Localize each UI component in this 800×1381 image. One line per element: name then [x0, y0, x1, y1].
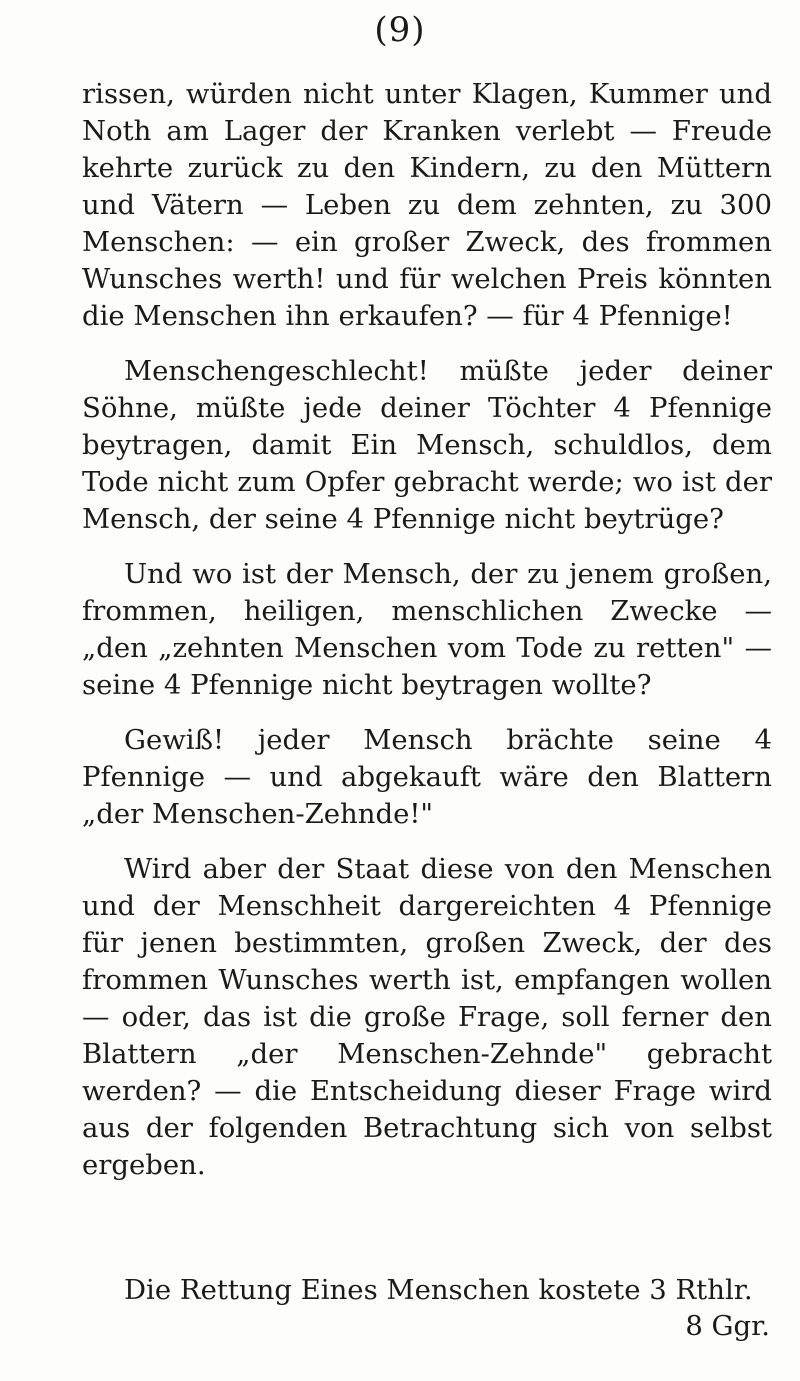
paragraph-4: Gewiß! jeder Mensch brächte seine 4 Pfennige — und abgekauft wäre den Blattern „der Menschen-Zehnde!"	[82, 724, 772, 830]
paragraph-2: Menschengeschlecht! müßte jeder deiner Söhne, müßte jede deiner Töchter 4 Pfennige beytragen, damit Ein Mensch, schuldlos, dem Tode nicht zum Opfer gebracht werde; wo ist der Mensch, der seine 4 Pfennige nicht beytrüge?	[82, 355, 772, 535]
trailing-amount	[10, 1308, 770, 1345]
paragraph-5: Wird aber der Staat diese von den Menschen und der Menschheit dargereichten 4 Pfennige für jenen bestimmten, großen Zweck, der des frommen Wunsches werth ist, empfangen wollen — oder, das ist die große Frage, soll ferner den Blattern „der Menschen-Zehnde" gebracht werden? — die Entscheidung dieser Frage wird aus der folgenden Betrachtung sich von selbst ergeben.	[82, 853, 772, 1181]
page-number: (9)	[374, 10, 426, 50]
amount-text: 8 Ggr.	[685, 1310, 770, 1342]
paragraph-3: Und wo ist der Mensch, der zu jenem großen, frommen, heiligen, menschlichen Zwecke — „den „zehnten Menschen vom Tode zu retten" — seine 4 Pfennige nicht beytragen wollte?	[82, 558, 772, 701]
paragraph-1: rissen, würden nicht unter Klagen, Kummer und Noth am Lager der Kranken verlebt — Freude kehrte zurück zu den Kindern, zu den Müttern und Vätern — Leben zu dem zehnten, zu 300 Menschen: — ein großer Zweck, des frommen Wunsches werth! und für welchen Preis könnten die Menschen ihn erkaufen? — für 4 Pfennige!	[82, 78, 772, 332]
body-text	[82, 76, 772, 1202]
paragraph-6: Die Rettung Eines Menschen kostete 3 Rthlr.	[124, 1274, 753, 1306]
